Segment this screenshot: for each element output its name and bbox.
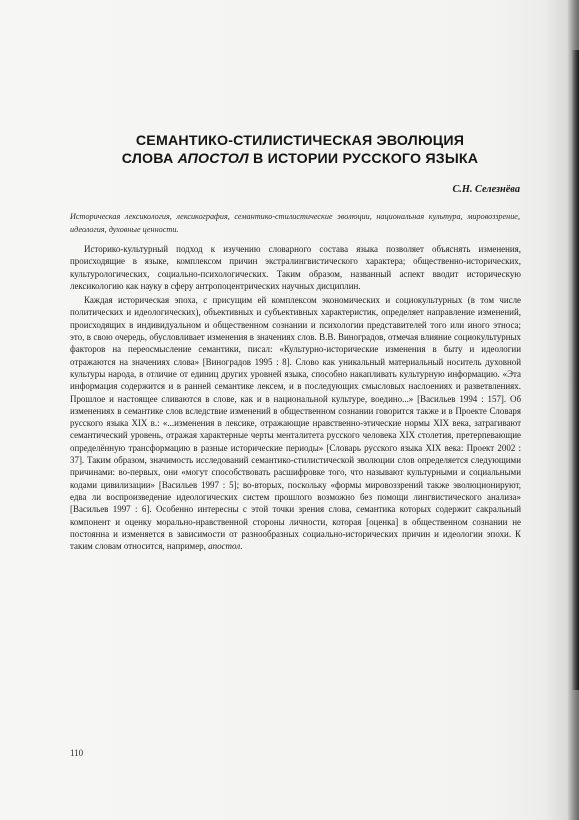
article-author: С.Н. Селезнёва: [452, 184, 520, 195]
page-binding-edge: [572, 50, 579, 690]
paragraph-2-text: Каждая историческая эпоха, с присущим ей комплексом экономических и социокультурных (в том числе политических и идеологических), объективных и субъективных характеристик, определяет направление изменений, происходящих в индивидуальном и общественном сознании и психологии представителей того или иного этноса; это, в свою очередь, обусловливает изменения в значениях слов. В.В. Виноградов, отмечая влияние социокультурных факторов на переосмысление семантики, писал: «Культурно-исторические изменения в быту и идеологии отражаются на значениях слова» [Виноградов 1995 : 8]. Слово как уникальный материальный носитель духовной культуры народа, в отличие от единиц других уровней языка, способно накапливать культурную информацию. «Эта информация содержится и в ранней семантике лексем, и в последующих смысловых наслоениях и разветвлениях. Прошлое и настоящее сливаются в слове, как и в национальной культуре, воедино...» [Васильев 1994 : 157]. Об изменениях в семантике слов вследствие изменений в общественном сознании говорится также и в Проекте Словаря русского языка XIX в.: «...изменения в лексике, отражающие нравственно-этические нормы XIX века, затрагивают семантический уровень, отражая характерные черты менталитета русского человека XIX столетия, претерпевающие определённую трансформацию в разные исторические периоды» [Словарь русского языка XIX века: Проект 2002 : 37]. Таким образом, значимость исследований семантико-стилистической эволюции слов определяется следующими причинами: во-первых, они «могут способствовать расшифровке того, что называют культурными и социальными кодами цивилизации» [Васильев 1997 : 5]; во-вторых, поскольку «формы мировоззрений также эволюционируют, едва ли воспроизведение идеологических систем прошлого возможно без помощи лингвистического анализа» [Васильев 1997 : 6]. Особенно интересны с этой точки зрения слова, семантика которых содержит сакральный компонент и оценку морально-нравственной стороны личности, которая [оценка] в общественном сознании не постоянна и изменяется в зависимости от разнообразных социально-исторических причин и идеологии эпохи. К таким словам относится, например,: [70, 295, 521, 552]
title-suffix: В ИСТОРИИ РУССКОГО ЯЗЫКА: [248, 151, 479, 167]
title-prefix: СЛОВА: [121, 151, 178, 167]
closing-term-italic: апостол: [208, 541, 241, 552]
page-number: 110: [70, 748, 84, 758]
article-title-line-1: СЕМАНТИКО-СТИЛИСТИЧЕСКАЯ ЭВОЛЮЦИЯ: [135, 133, 465, 149]
article-body: [70, 243, 521, 554]
title-keyword-italic: АПОСТОЛ: [177, 151, 249, 167]
closing-period: .: [240, 541, 243, 552]
paragraph-2: [70, 294, 521, 552]
paragraph-1: Историко-культурный подход к изучению словарного состава языка позволяет объяснять изменения, происходящие в языке, комплексом причин экстралингвистического характера; общественно-исторических, культурологических, социально-психологических. Таким образом, названный аспект вводит историческую лексикологию как науку в сферу антропоцентрических научных дисциплин.: [70, 244, 521, 291]
article-title-line-2: [70, 151, 530, 167]
article-keywords: Историческая лексикология, лексикография, семантико-стилистические эволюции, национальная культура, мировоззрение, идеология, духовные ценности.: [70, 212, 520, 234]
